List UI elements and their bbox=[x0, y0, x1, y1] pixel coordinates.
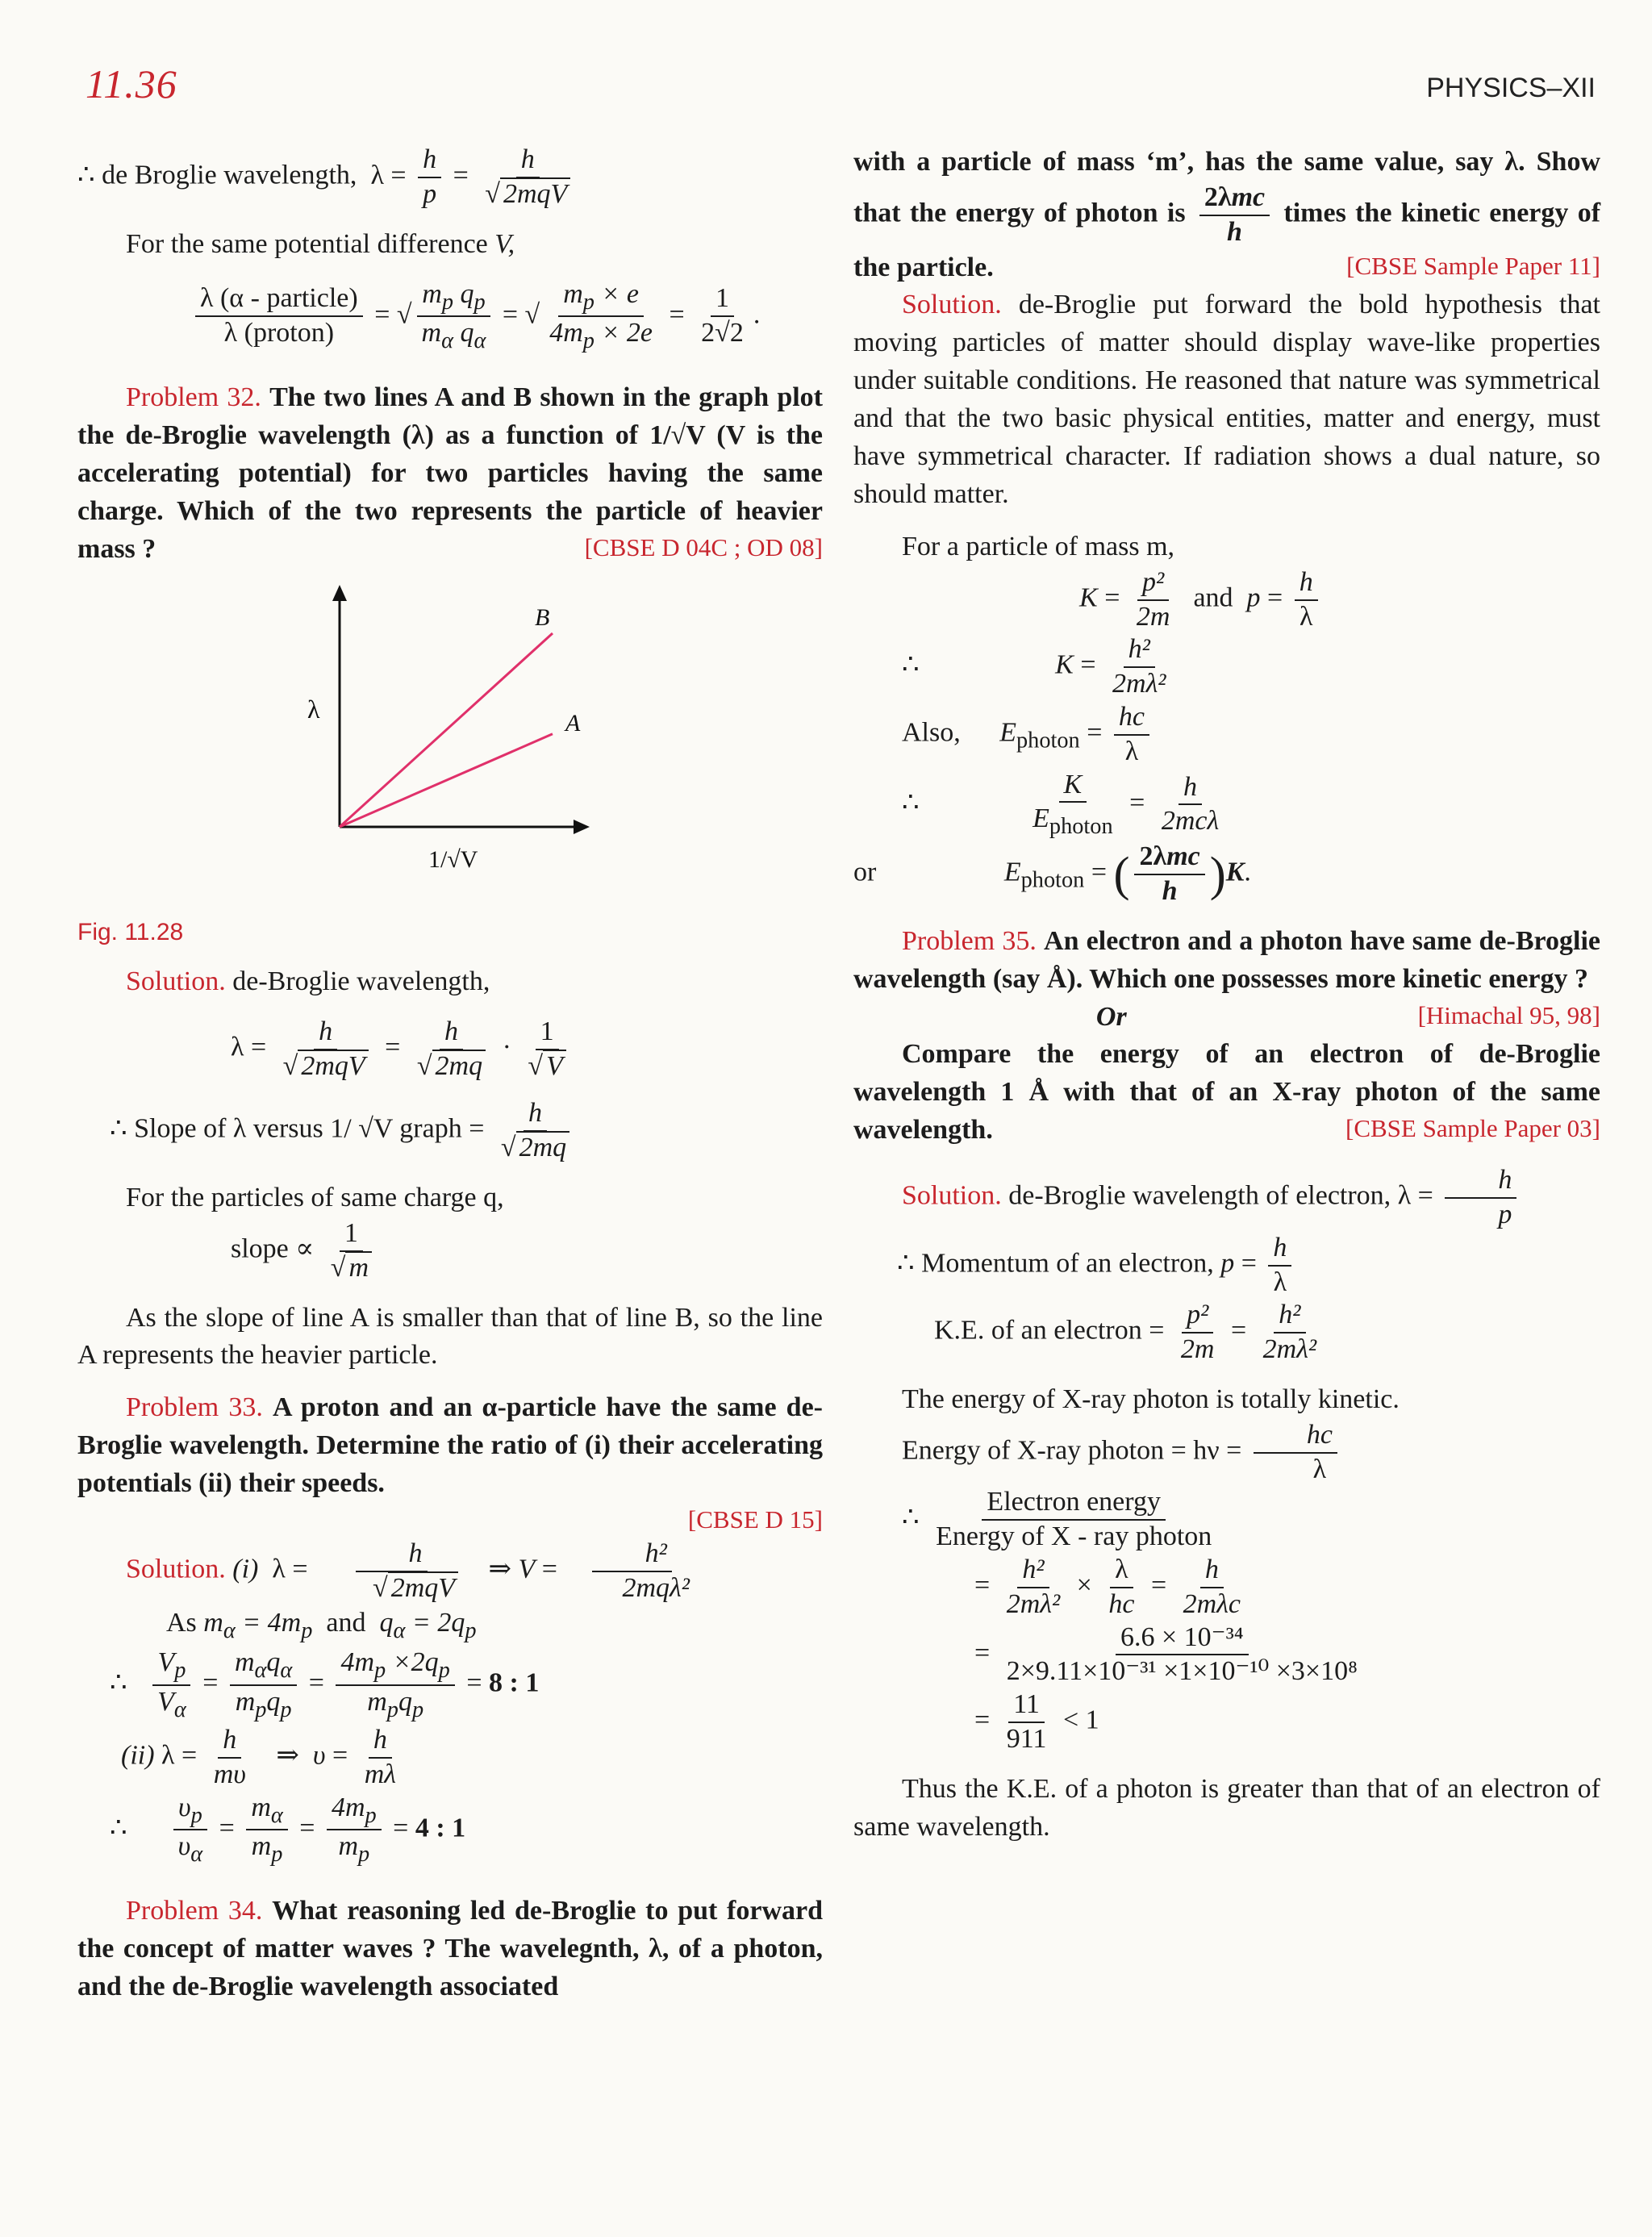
left-column bbox=[77, 144, 823, 2221]
same-charge-line: For the particles of same charge q, bbox=[126, 1183, 504, 1213]
debroglie-eq-line: ∴ de Broglie wavelength, λ = $\frac{h}{p}$ = $\frac{h}{\text{√ 2mqV}}$ bbox=[77, 144, 823, 211]
photon-result-eq: or $E_{photon}$ = ( $\frac{\text{2λmc}}{h}$ )K. bbox=[853, 841, 1251, 906]
energy-ratio-calc: = $\frac{\text{h²}}{\text{2mλ²}}$ × $\frac{\lambda}{hc}$ = $\frac{h}{\text{2mλc}}$ bbox=[974, 1555, 1241, 1619]
speed-ratio: ∴ $\frac{\upsilon_p}{\upsilon_\alpha}$ = $\frac{m_\alpha}{m_p}$ = $\frac{4m_p}{m_p}$ = 4 : 1 bbox=[110, 1792, 466, 1868]
or-heading: Or bbox=[1095, 1001, 1127, 1032]
x-axis-label: 1/√V bbox=[428, 845, 478, 873]
ratio-k-photon: ∴ $\frac{K}{E_{photon}}$ = $\frac{h}{\text{2mcλ}}$ bbox=[902, 769, 1220, 840]
y-axis-arrow bbox=[332, 585, 347, 601]
slope-eq: ∴ Slope of λ versus 1/ √V graph = $\frac{h}{√ 2mq}$ bbox=[77, 1097, 823, 1165]
solution-33-i: Solution. (i) λ = $\frac{h}{\text{√ 2mqV}}$ ⇒ V = $\frac{\text{h²}}{\text{2mqλ²}}$ bbox=[126, 1538, 690, 1603]
slope-proportional: slope ∝ $\frac{1}{√ m}$ bbox=[77, 1217, 823, 1285]
energy-ratio-result: = $\frac{11}{911}$ < 1 bbox=[974, 1689, 1099, 1754]
series-line-a bbox=[340, 733, 553, 826]
energy-ratio: ∴ $\frac{\text{Electron energy}}{\text{Energy of X - ray photon}}$ bbox=[902, 1487, 1212, 1552]
ke-electron-eq: K.E. of an electron = $\frac{\text{p²}}{2m}$ = $\frac{\text{h²}}{\text{2mλ²}}$ bbox=[934, 1300, 1317, 1365]
problem-32: Problem 32. The two lines A and B shown in the graph plot the de-Broglie wavelength (λ) as a function of 1/√V (V is the accelerating potential) for two particles having the same charge. Which of the two represents the particle of heavier mass ? [CBSE D 04C ; OD 08] bbox=[77, 382, 823, 564]
xray-energy-eq: Energy of X-ray photon = hν = $\frac{hc}{\lambda}$ bbox=[853, 1419, 1600, 1487]
mass-line: For a particle of mass m, bbox=[902, 531, 1175, 561]
figure-caption: Fig. 11.28 bbox=[77, 918, 184, 945]
x-axis-arrow bbox=[574, 820, 590, 834]
problem-34-continued: with a particle of mass ‘m’, has the same value, say λ. Show that the energy of photon is $\frac{\text{2λmc}}{h}$ times the kinetic energy of the particle. [CBSE Sample Paper 11] bbox=[853, 147, 1601, 282]
problem-35: Problem 35. An electron and a photon have same de-Broglie wavelength (say Å). Which one possesses more kinetic energy ? [Himachal 95, 98] bbox=[853, 925, 1600, 1029]
series-label-b: B bbox=[535, 603, 550, 631]
problem-33-ref: [CBSE D 15] bbox=[687, 1505, 823, 1534]
kinetic-momentum-eq: K = $\frac{\text{p²}}{2m}$ and p = $\frac{h}{\lambda}$ bbox=[853, 566, 1600, 634]
page-subject: PHYSICS–XII bbox=[1426, 73, 1596, 103]
y-axis-label: λ bbox=[307, 694, 320, 724]
kinetic-eq: ∴ K = $\frac{\text{h²}}{\text{2mλ²}}$ bbox=[902, 634, 1166, 699]
xray-kinetic-line: The energy of X-ray photon is totally kinetic. bbox=[902, 1384, 1400, 1414]
problem-35-alt: Compare the energy of an electron of de-Broglie wavelength 1 Å with that of an X-ray photon of the same wavelength. [CBSE Sample Paper 03] bbox=[853, 1039, 1600, 1146]
alpha-proton-ratio: $\frac{\text{λ (α - particle)}}{\text{λ (proton)}}$ = √ $\frac{m_p q_p}{m_\alpha q_\alpha}$ = √ $\frac{m_p \times e}{4m_p \times 2e}$ = $\frac{1}{2√2}$ . bbox=[77, 278, 823, 356]
photon-energy-eq: Also, $E_{photon}$ = $\frac{hc}{\lambda}$ bbox=[853, 701, 1600, 769]
page-number: 11.36 bbox=[86, 61, 177, 106]
wavelength-graph bbox=[77, 577, 823, 916]
problem-33: Problem 33. A proton and an α-particle have the same de-Broglie wavelength. Determine the ratio of (i) their accelerating potentials (ii) their speeds. bbox=[77, 1392, 824, 1499]
series-line-b bbox=[340, 633, 553, 827]
series-label-a: A bbox=[565, 709, 581, 737]
problem-34: Problem 34. What reasoning led de-Broglie to put forward the concept of matter waves ? The wavelegnth, λ, of a photon, and the de-Broglie wavelength associated bbox=[77, 1896, 824, 2001]
energy-ratio-numeric: = $\frac{\text{6.6 × 10⁻³⁴}}{\text{2×9.11×10⁻³¹ ×1×10⁻¹⁰ ×3×10⁸}}$ bbox=[974, 1621, 1358, 1687]
solution-32: Solution. de-Broglie wavelength, bbox=[126, 966, 490, 996]
mass-charge-relations: As $m_\alpha = 4m_p$ and $q_\alpha = 2q_p$ bbox=[166, 1608, 477, 1644]
voltage-ratio: ∴ $\frac{V_p}{V_\alpha}$ = $\frac{m_\alpha q_\alpha}{m_pq_p}$ = $\frac{4m_p \times 2q_p}{m_pq_p}$ = 8 : 1 bbox=[110, 1647, 540, 1722]
solution-33-ii: (ii) λ = $\frac{h}{m\upsilon}$ ⇒ υ = $\frac{h}{m\lambda}$ bbox=[121, 1724, 396, 1789]
momentum-eq: ∴ Momentum of an electron, p = $\frac{h}{\lambda}$ bbox=[853, 1232, 1600, 1300]
lambda-eq: λ = $\frac{h}{\text{√ 2mqV}}$ = $\frac{h}{√ 2mq}$ · $\frac{1}{√ V}$ bbox=[77, 1016, 823, 1083]
conclusion-32: As the slope of line A is smaller than that of line B, so the line A represents the heavier particle. bbox=[77, 1302, 823, 1371]
same-pd-line: For the same potential difference V, bbox=[126, 228, 515, 259]
solution-35: Solution. de-Broglie wavelength of electron, λ = $\frac{h}{p}$ bbox=[853, 1164, 1600, 1232]
solution-34: Solution. de-Broglie put forward the bold hypothesis that moving particles of matter should display wave-like properties under suitable conditions. He reasoned that nature was symmetrical and that the two basic physical entities, matter and energy, must have symmetrical character. If radiation shows a dual nature, so should matter. bbox=[853, 290, 1601, 509]
final-conclusion: Thus the K.E. of a photon is greater than that of an electron of same wavelength. bbox=[853, 1773, 1600, 1842]
right-column bbox=[853, 144, 1600, 2221]
